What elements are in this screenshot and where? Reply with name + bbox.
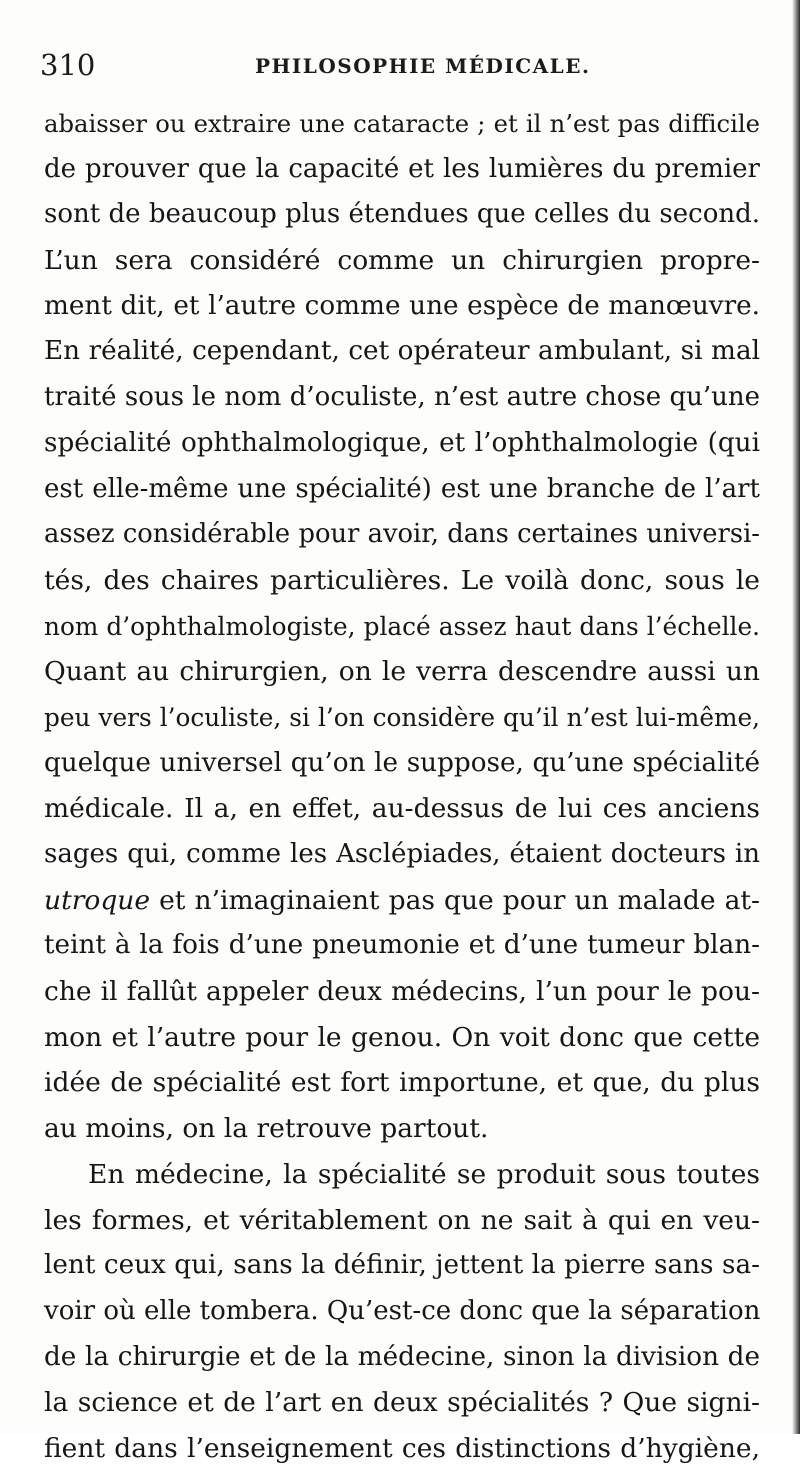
- running-head: PHILOSOPHIE MÉDICALE.: [255, 54, 591, 78]
- italic-term: utroque: [44, 884, 151, 916]
- text-line: idée de spécialité est fort importune, et que, du plus: [44, 1067, 760, 1099]
- paragraph-start-line: En médecine, la spécialité se produit sous toutes: [88, 1158, 760, 1190]
- text-line: peu vers l’oculiste, si l’on considère qu’il n’est lui-même,: [44, 702, 760, 732]
- text-line: mon et l’autre pour le genou. On voit donc que cette: [44, 1021, 760, 1053]
- text-line: est elle-même une spécialité) est une branche de l’art: [44, 473, 760, 504]
- page-header: [40, 48, 760, 88]
- text-line: tés, des chaires particulières. Le voilà donc, sous le: [44, 564, 760, 596]
- text-line: voir où elle tombera. Qu’est-ce donc que la séparation: [44, 1295, 761, 1326]
- text-line: L’un sera considéré comme un chirurgien propre-: [44, 245, 760, 277]
- text-line: spécialité ophthalmologique, et l’ophthalmologie (qui: [44, 427, 760, 458]
- text-line: au moins, on la retrouve partout.: [44, 1113, 489, 1145]
- text-line: sages qui, comme les Asclépiades, étaient docteurs in: [44, 839, 760, 869]
- text-line: les formes, et véritablement on ne sait à qui en veu-: [44, 1204, 760, 1236]
- text-line: abaisser ou extraire une cataracte ; et il n’est pas difficile: [44, 109, 760, 138]
- page-edge-shadow: [792, 0, 800, 1434]
- text-line: traité sous le nom d’oculiste, n’est autre chose qu’une: [44, 382, 760, 413]
- text-line-rest: et n’imaginaient pas que pour un malade at-: [150, 884, 760, 916]
- text-line: En réalité, cependant, cet opérateur ambulant, si mal: [44, 336, 760, 367]
- text-line: de prouver que la capacité et les lumières du premier: [44, 153, 760, 184]
- text-line: che il fallût appeler deux médecins, l’un pour le pou-: [44, 976, 760, 1008]
- body-text: [44, 101, 760, 1472]
- text-line: sont de beaucoup plus étendues que celles du second.: [44, 199, 760, 230]
- text-line: assez considérable pour avoir, dans certaines universi-: [44, 519, 760, 550]
- text-line: fient dans l’enseignement ces distinctions d’hygiène,: [44, 1432, 760, 1464]
- text-line: médicale. Il a, en effet, au-dessus de lui ces anciens: [44, 793, 760, 825]
- text-line: ment dit, et l’autre comme une espèce de manœuvre.: [44, 290, 760, 321]
- text-line: teint à la fois d’une pneumonie et d’une tumeur blan-: [44, 930, 760, 961]
- page-number: 310: [40, 48, 96, 82]
- text-line: lent ceux qui, sans la définir, jettent la pierre sans sa-: [44, 1250, 760, 1281]
- text-line: de la chirurgie et de la médecine, sinon la division de: [44, 1341, 760, 1372]
- text-line: nom d’ophthalmologiste, placé assez haut dans l’échelle.: [44, 611, 760, 641]
- text-line: Quant au chirurgien, on le verra descendre aussi un: [44, 656, 760, 688]
- text-line: la science et de l’art en deux spécialités ? Que signi-: [44, 1387, 760, 1419]
- text-line-italic: [44, 878, 760, 924]
- text-line: quelque universel qu’on le suppose, qu’une spécialité: [44, 747, 760, 778]
